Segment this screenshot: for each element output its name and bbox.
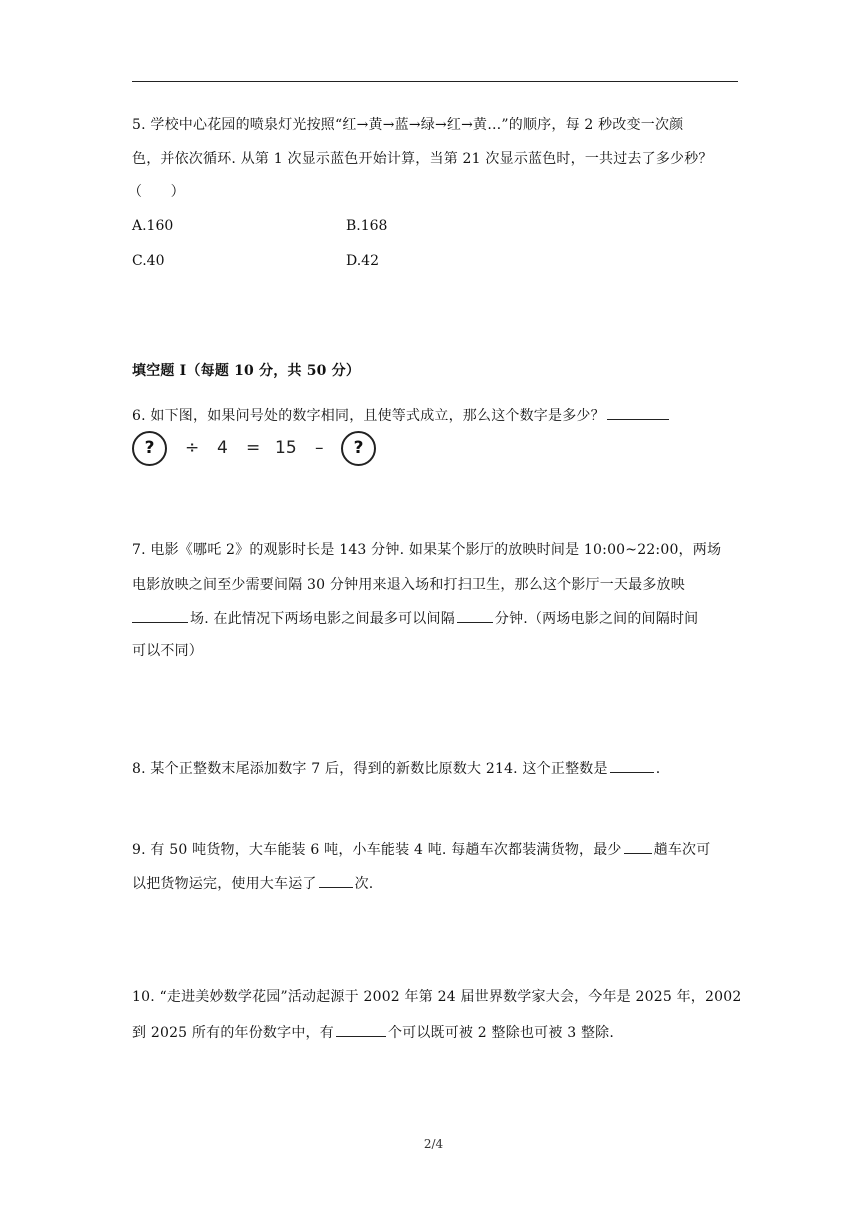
q8-answer-blank (610, 758, 654, 773)
question-circle-left: ? (132, 431, 167, 466)
q10-text-2a: 到 2025 所有的年份数字中，有 (132, 1025, 334, 1041)
q7-line-3 (132, 608, 698, 629)
q7-line-3b: 分钟.（两场电影之间的间隔时间 (494, 611, 699, 627)
q7-line-1: 7. 电影《哪吒 2》的观影时长是 143 分钟. 如果某个影厅的放映时间是 10:00~22:00，两场 (132, 542, 722, 558)
q5-option-a: A.160 (132, 218, 174, 234)
q5-line-2: 色，并依次循环. 从第 1 次显示蓝色开始计算，当第 21 次显示蓝色时，一共过去了多少秒？ (132, 151, 713, 167)
q6-line (132, 405, 671, 426)
q6-answer-blank (607, 405, 669, 420)
q7-line-2: 电影放映之间至少需要间隔 30 分钟用来退入场和打扫卫生，那么这个影厅一天最多放映 (132, 577, 685, 593)
divide-sign: ÷ (185, 438, 200, 458)
q10-line-1: 10. “走进美妙数学花园”活动起源于 2002 年第 24 届世界数学家大会，今年是 2025 年，2002 (132, 989, 742, 1005)
q6-equation (132, 431, 392, 471)
q5-option-b: B.168 (346, 218, 388, 234)
number-fifteen: 15 (275, 438, 297, 458)
equals-sign: = (246, 438, 261, 458)
number-four: 4 (217, 438, 228, 458)
q7-blank-screenings (132, 608, 188, 623)
q8-text: 8. 某个正整数末尾添加数字 7 后，得到的新数比原数大 214. 这个正整数是 (132, 761, 608, 777)
q9-text-2a: 以把货物运完，使用大车运了 (132, 876, 317, 892)
q10-text-2b: 个可以既可被 2 整除也可被 3 整除. (387, 1025, 615, 1041)
q10-line-2 (132, 1022, 614, 1043)
q9-line-1 (132, 839, 710, 860)
q7-line-4: 可以不同） (132, 643, 203, 659)
q9-blank-big-truck (319, 873, 353, 888)
question-circle-right: ? (341, 431, 376, 466)
q9-line-2 (132, 873, 373, 894)
q6-text: 6. 如下图，如果问号处的数字相同，且使等式成立，那么这个数字是多少？ (132, 408, 605, 424)
q7-blank-interval (457, 608, 493, 623)
q8-line (132, 758, 660, 779)
q9-blank-trips (624, 839, 652, 854)
q5-answer-paren: （ ） (128, 184, 185, 200)
header-rule (132, 81, 738, 82)
q10-answer-blank (336, 1022, 386, 1037)
q9-text-2b: 次. (354, 876, 374, 892)
q5-option-d: D.42 (346, 253, 379, 269)
section-title: 填空题 I（每题 10 分，共 50 分） (132, 363, 361, 379)
q9-text-1a: 9. 有 50 吨货物，大车能装 6 吨，小车能装 4 吨. 每趟车次都装满货物，最少 (132, 842, 622, 858)
minus-sign: – (315, 438, 324, 458)
q9-text-1b: 趟车次可 (653, 842, 711, 858)
page-number: 2/4 (423, 1137, 444, 1151)
q5-option-c: C.40 (132, 253, 165, 269)
q5-line-1: 5. 学校中心花园的喷泉灯光按照“红→黄→蓝→绿→红→黄…”的顺序，每 2 秒改变一次颜 (132, 117, 684, 133)
q8-end: . (655, 761, 661, 777)
q7-line-3a: 场. 在此情况下两场电影之间最多可以间隔 (190, 611, 455, 627)
